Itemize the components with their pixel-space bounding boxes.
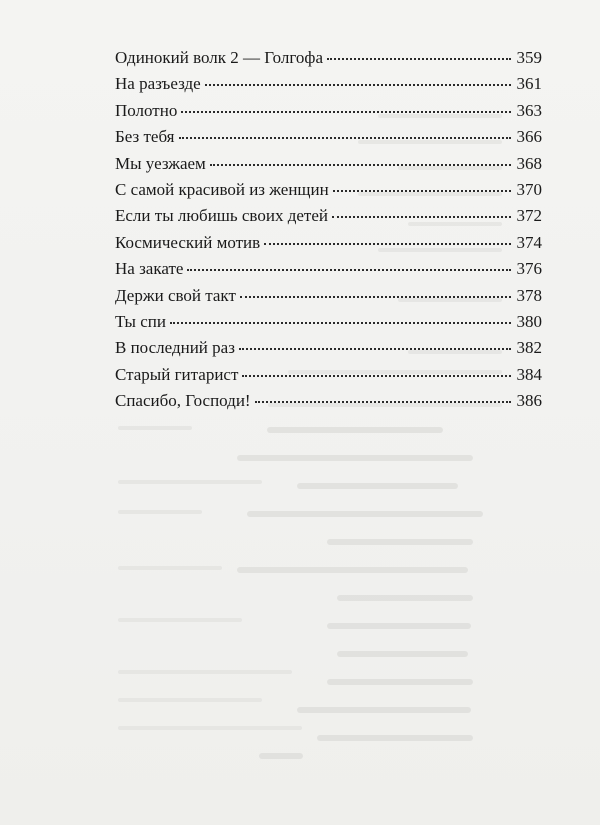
toc-entry-page-number: 374	[516, 232, 542, 252]
toc-entry-title: В последний раз	[115, 338, 235, 358]
toc-entry-title: С самой красивой из женщин	[115, 179, 329, 199]
toc-entry-title: Если ты любишь своих детей	[115, 206, 328, 226]
toc-dot-leader	[242, 375, 510, 377]
toc-entry-page-number: 363	[516, 100, 542, 120]
toc-entry-page-number: 368	[516, 153, 542, 173]
toc-entry-page-number: 359	[516, 48, 542, 67]
toc-entry	[115, 45, 542, 71]
toc-entry-page-number: 370	[516, 179, 542, 199]
toc-entry-title: Одинокий волк 2 — Голгофа	[115, 48, 323, 67]
toc-entry-page-number: 382	[516, 338, 542, 358]
toc-entry-page-number: 372	[516, 206, 542, 226]
toc-dot-leader	[240, 296, 511, 298]
table-of-contents	[115, 45, 542, 414]
toc-dot-leader	[181, 111, 510, 113]
toc-entry-title: Мы уезжаем	[115, 153, 206, 173]
toc-entry-title: Держи свой такт	[115, 285, 236, 305]
toc-entry	[115, 230, 542, 256]
toc-dot-leader	[205, 84, 511, 86]
toc-entry-page-number: 386	[516, 391, 542, 411]
toc-entry-page-number: 376	[516, 259, 542, 279]
toc-dot-leader	[179, 137, 511, 139]
toc-entry	[115, 151, 542, 177]
toc-entry-title: Спасибо, Господи!	[115, 391, 251, 411]
toc-entry-page-number: 366	[516, 127, 542, 147]
toc-entry-page-number: 384	[516, 364, 542, 384]
toc-dot-leader	[239, 348, 511, 350]
toc-entry	[115, 98, 542, 124]
toc-entry	[115, 71, 542, 97]
toc-entry-page-number: 380	[516, 311, 542, 331]
toc-entry	[115, 283, 542, 309]
toc-entry-title: На закате	[115, 259, 184, 279]
toc-dot-leader	[333, 190, 511, 192]
toc-entry-title: Старый гитарист	[115, 364, 239, 384]
toc-entry	[115, 177, 542, 203]
toc-entry	[115, 309, 542, 335]
toc-entry-title: Космический мотив	[115, 232, 261, 252]
toc-dot-leader	[255, 401, 511, 403]
toc-entry-title: На разъезде	[115, 74, 201, 94]
toc-entry-title: Полотно	[115, 100, 178, 120]
toc-entry-page-number: 361	[516, 74, 542, 94]
toc-entry	[115, 256, 542, 282]
toc-dot-leader	[187, 269, 510, 271]
toc-entry-title: Без тебя	[115, 127, 175, 147]
toc-dot-leader	[264, 243, 510, 245]
toc-entry-page-number: 378	[516, 285, 542, 305]
toc-entry	[115, 203, 542, 229]
toc-dot-leader	[210, 164, 511, 166]
toc-entry	[115, 335, 542, 361]
toc-entry	[115, 362, 542, 388]
toc-entry-title: Ты спи	[115, 311, 166, 331]
toc-entry	[115, 388, 542, 414]
toc-dot-leader	[327, 58, 511, 60]
toc-dot-leader	[332, 216, 511, 218]
toc-entry	[115, 124, 542, 150]
toc-dot-leader	[170, 322, 511, 324]
